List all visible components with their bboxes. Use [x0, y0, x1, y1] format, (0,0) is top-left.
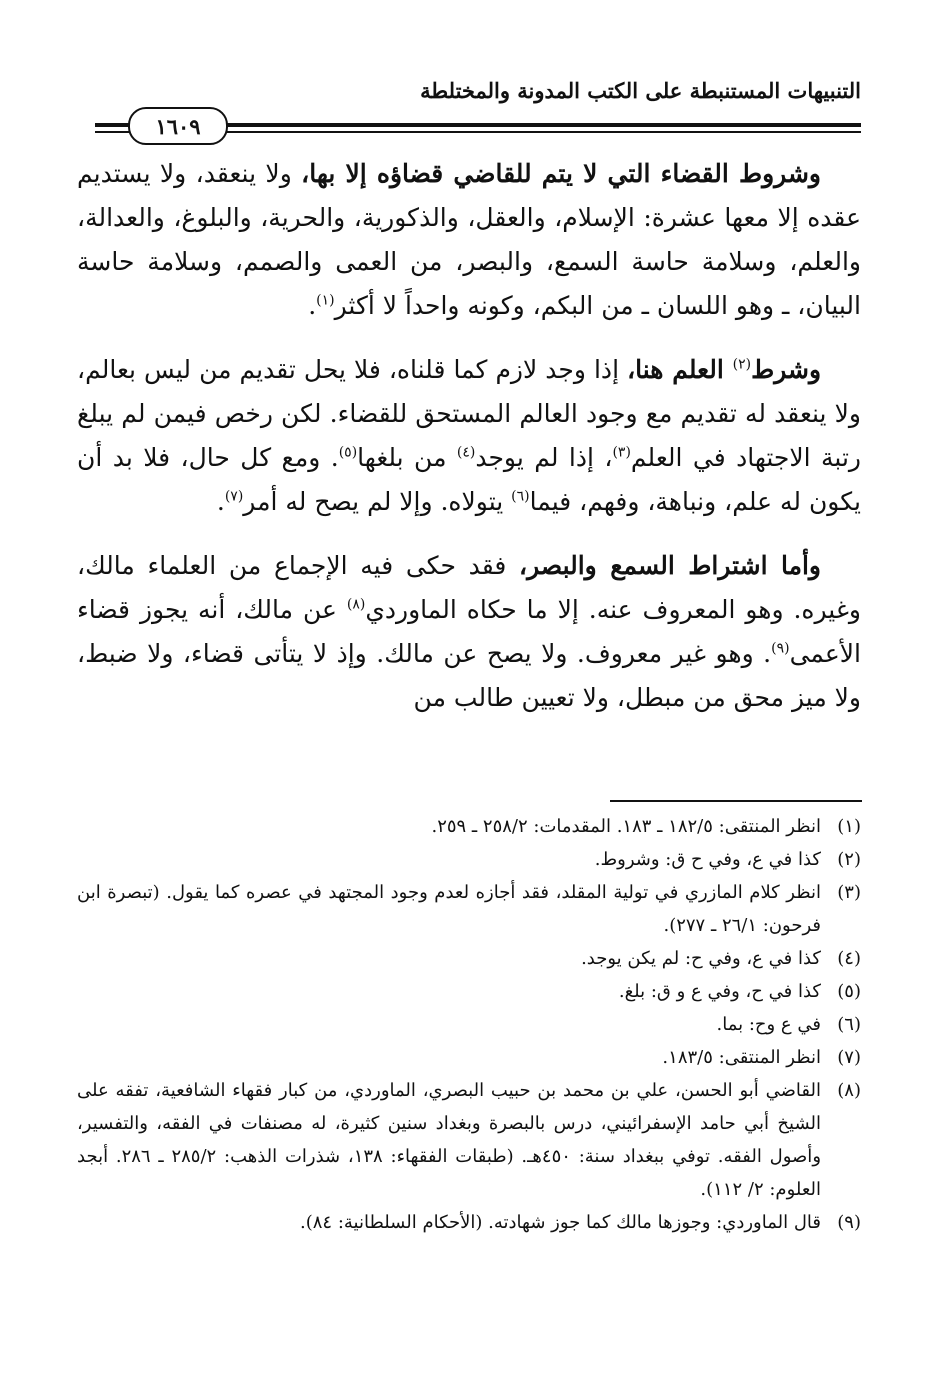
running-title: التنبيهات المستنبطة على الكتب المدونة والمختلطة	[420, 78, 861, 103]
footnote-ref[interactable]: (٧)	[224, 488, 244, 505]
footnote-ref[interactable]: (٦)	[511, 488, 530, 505]
paragraph-3	[77, 544, 861, 720]
page-number: ١٦٠٩	[128, 107, 228, 145]
paragraph-text: . وهو غير معروف. ولا يصح عن مالك. وإذ لا يتأتى قضاء، ولا ضبط، ولا ميز محق من مبطل، ولا تعيين طالب من	[77, 639, 861, 712]
paragraph-lead: وأما اشتراط السمع والبصر،	[519, 551, 822, 580]
footnote-number: (١)	[837, 816, 861, 837]
paragraph-text: يتولاه. وإلا لم يصح له أمر	[243, 487, 512, 516]
footnote-ref[interactable]: (١)	[316, 292, 335, 309]
paragraph-lead: العلم هنا،	[627, 355, 733, 384]
footnote-ref[interactable]: (٥)	[338, 444, 358, 461]
paragraph-text: إذا وجد لازم كما قلناه، فلا يحل تقديم من ليس بعالم، ولا ينعقد له تقديم مع وجود العالم المستحق للقضاء. لكن رخص فيمن لم يبلغ رتبة الاجتهاد في العلم	[77, 355, 861, 472]
footnotes	[77, 810, 861, 1239]
footnote-item	[77, 1041, 861, 1074]
footnote-separator	[610, 800, 862, 802]
paragraph-text: عن مالك، أنه يجوز قضاء الأعمى	[77, 595, 861, 668]
footnote-text: في ع وح: بما.	[716, 1014, 821, 1035]
footnote-number: (٤)	[837, 948, 861, 969]
footnote-text: انظر المنتقى: ١٨٣/٥.	[662, 1047, 821, 1068]
footnote-ref[interactable]: (٩)	[771, 640, 790, 657]
footnote-ref[interactable]: (٤)	[456, 444, 476, 461]
footnote-text: كذا في ع، وفي ح ق: وشروط.	[594, 849, 821, 870]
footnote-item	[77, 1206, 861, 1239]
main-text	[77, 152, 861, 740]
paragraph-text: . ومع كل حال، فلا بد أن يكون له علم، ونباهة، وفهم، فيما	[77, 443, 861, 516]
footnote-number: (٦)	[837, 1014, 861, 1035]
paragraph-text: من بلغها	[357, 443, 457, 472]
paragraph-lead: وشرط	[751, 355, 822, 384]
paragraph-2	[77, 348, 861, 524]
footnote-number: (٣)	[837, 882, 861, 903]
footnote-item	[77, 975, 861, 1008]
footnote-number: (٥)	[837, 981, 861, 1002]
footnote-text: قال الماوردي: وجوزها مالك كما جوز شهادته. (الأحكام السلطانية: ٨٤).	[300, 1212, 821, 1233]
footnote-item	[77, 1008, 861, 1041]
footnote-item	[77, 942, 861, 975]
paragraph-text: ، إذا لم يوجد	[475, 443, 613, 472]
footnote-text: القاضي أبو الحسن، علي بن محمد بن حبيب البصري، الماوردي، من كبار فقهاء الشافعية، تفقه على الشيخ أبي حامد الإسفرائيني، درس بالبصرة وبغداد سنين كثيرة، له مصنفات في الفقه، والتفسير، وأصول الفقه. توفي ببغداد سنة: ٤٥٠هـ. (طبقات الفقهاء: ١٣٨، شذرات الذهب: ٢٨٥/٢ ـ ٢٨٦. أبجد العلوم: ٢/ ١١٢).	[77, 1080, 822, 1200]
footnote-ref[interactable]: (٨)	[346, 596, 366, 613]
footnote-item	[77, 1074, 861, 1206]
footnote-number: (٧)	[837, 1047, 861, 1068]
footnote-ref[interactable]: (٣)	[612, 444, 631, 461]
paragraph-text: .	[216, 487, 225, 516]
footnote-text: انظر كلام المازري في تولية المقلد، فقد أجازه لعدم وجود المجتهد في عصره كما يقول. (تبصرة ابن فرحون: ٢٦/١ ـ ٢٧٧).	[77, 882, 821, 936]
footnote-text: كذا في ح، وفي ع و ق: بلغ.	[618, 981, 821, 1002]
footnote-text: انظر المنتقى: ١٨٢/٥ ـ ١٨٣. المقدمات: ٢٥٨/٢ ـ ٢٥٩.	[431, 816, 821, 837]
footnote-number: (٩)	[837, 1212, 861, 1233]
paragraph-text: .	[308, 291, 317, 320]
footnote-text: كذا في ع، وفي ح: لم يكن يوجد.	[581, 948, 821, 969]
footnote-number: (٨)	[837, 1080, 861, 1101]
paragraph-text: فقد حكى فيه الإجماع من العلماء مالك، وغيره. وهو المعروف عنه. إلا ما حكاه الماوردي	[77, 551, 862, 624]
footnote-item	[77, 843, 861, 876]
paragraph-lead: وشروط القضاء التي لا يتم للقاضي قضاؤه إلا بها،	[301, 159, 821, 188]
footnote-item	[77, 876, 861, 942]
paragraph-text: ولا ينعقد، ولا يستديم عقده إلا معها عشرة: الإسلام، والعقل، والذكورية، والحرية، والبلوغ، والعدالة، والعلم، وسلامة حاسة السمع، والبصر، من العمى والصمم، وسلامة حاسة البيان، ـ وهو اللسان ـ من البكم، وكونه واحداً لا أكثر	[77, 159, 861, 320]
footnote-item	[77, 810, 861, 843]
footnote-ref[interactable]: (٢)	[732, 356, 752, 373]
paragraph-1	[77, 152, 861, 328]
footnote-number: (٢)	[837, 849, 861, 870]
